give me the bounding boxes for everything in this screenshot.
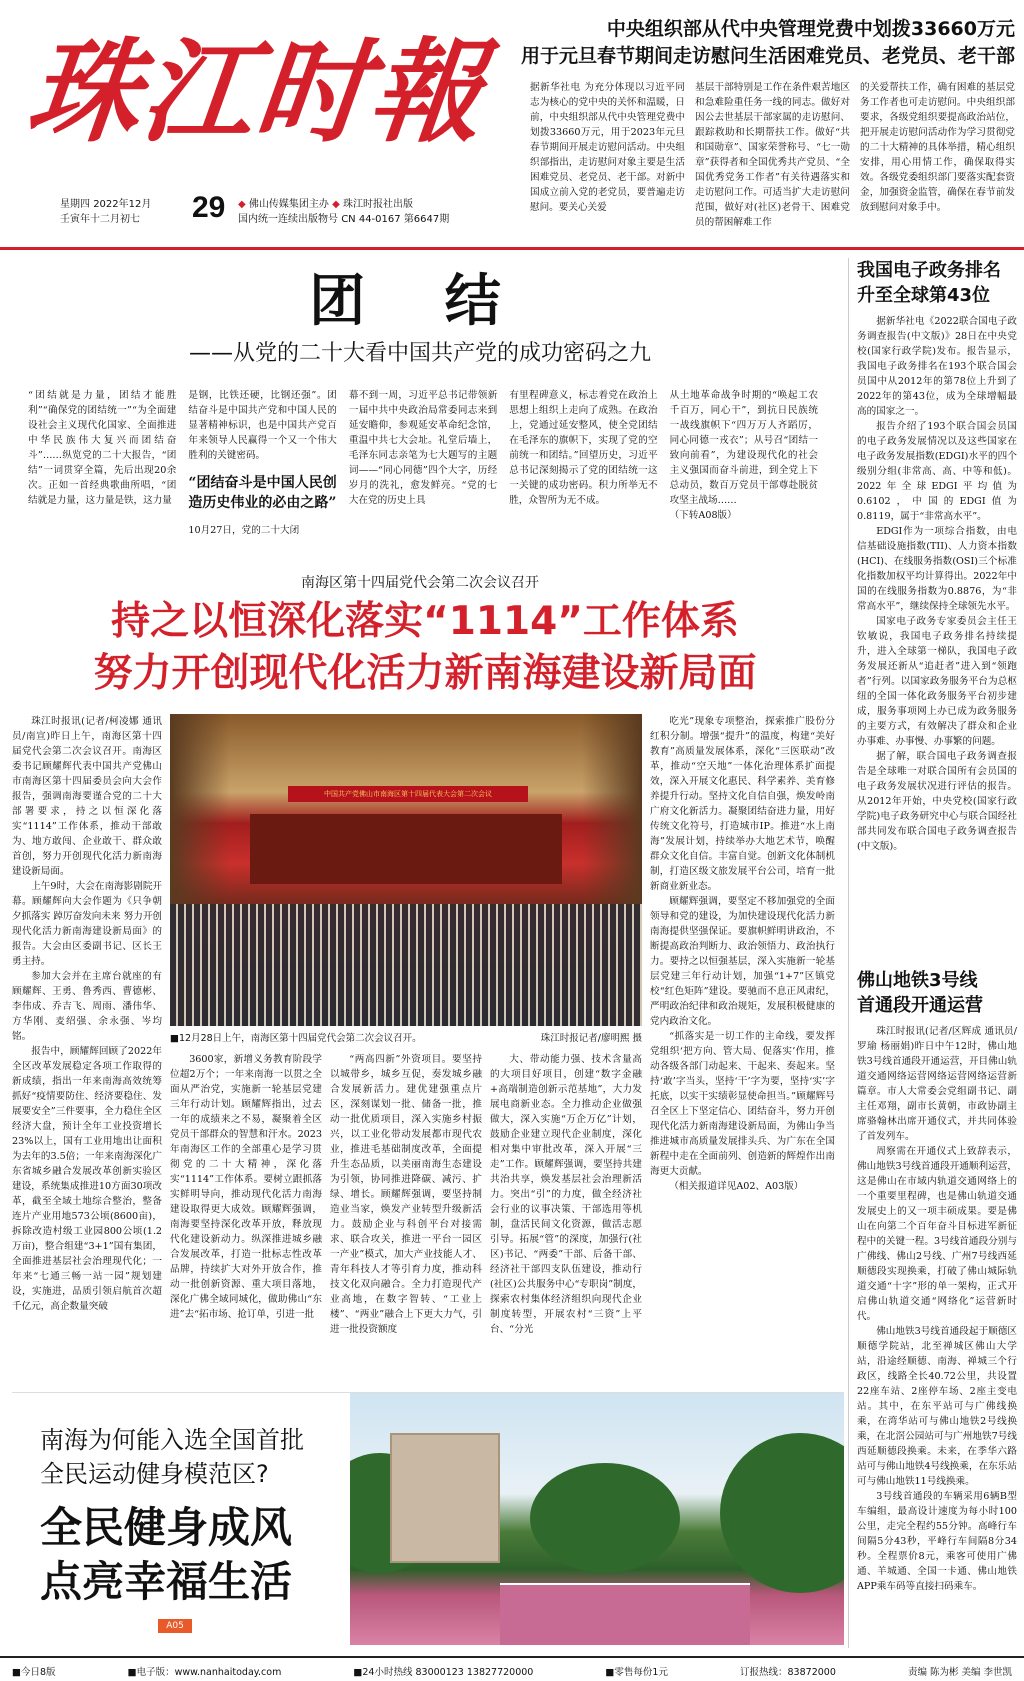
e-gov-p1: 据新华社电《2022联合国电子政务调查报告(中文版)》28日在中央党校(国家行政学院)发布。报告显示，我国电子政务排名在193个联合国会员国中从2012年的第78位上升到了2022年的第43位，成为全球增幅最高的国家之一。 [857, 316, 1017, 417]
issue-number: 第6647期 [403, 214, 450, 225]
nanhai-bottom-col-3: 大、带动能力强、技术含量高的大项目好项目，创建“数字金融+高端制造创新示范基地”，大力发展电商新业态。全力推动企业做强做大，深入实施“万企万亿”计划，鼓励企业建立现代企业制度，深化相对集中审批改革，深入开展“三走”工作。顾耀辉强调，要坚持共建共治共享，焕发基层社会治理新活力。突出“引”的力度，做全经济社会行业的议事决策、干部选用等机制，盘活民间文化资源，做活志愿引导。拓展“管”的深度，加强行(社区)书记、“两委”干部、后备干部、经济社干部四支队伍建设，推动行(社区)公共服务中心“专职岗”制度，探索农村集体经济组织向现代企业制度转型，开展农村“三资”上平台、“分光 [490, 1054, 642, 1335]
sponsor-icon: ◆ [238, 199, 246, 210]
unity-col-2 [188, 388, 336, 538]
promo-page-badge[interactable]: A05 [158, 1619, 192, 1633]
day-number: 29 [192, 191, 226, 224]
nanhai-right-p3: “抓落实是一切工作的主命线，要发挥党组织‘把方向、管大局、促落实’作用，推动各级各部门动起来、干起来、奏起来。坚持‘敢’字当头，坚持‘干’字为要，坚持‘实’字托底，以实干实绩彰显使命担当。”顾耀辉号召全区上下坚定信心、团结奋斗，努力开创现代化活力新南海建设新局面，为佛山争当推进城市高质量发展排头兵、为广东在全国新程中走在全面前列、创造新的辉煌作出南海更大贡献。 [650, 1031, 835, 1177]
top-story-body [530, 80, 1015, 240]
nanhai-bottom-col-2: “两高四新”外资项目。要坚持以城带乡，城乡互促，奏发城乡融合发展新活力。建优建强重点片区，深刻谋划一批、储备一批，推动一批优质项目，深入实施乡村振兴，以工业化带动发展都市现代农业，推进毛基础制度改革，全面提升生态品质，以美丽南海生态建设为引领，协同推进降碳、减污、扩绿、增长。顾耀辉强调，要坚持制造业当家，焕发产业转型升级新活力。鼓励企业与科创平台对接需求、联合攻关，推进一平台一园区一产业”模式，加大产业技能人才、青年科技人才等引育力度，推动科技文化双向融合。全力打造现代产业高地，在数字智转、“工业上楼”、“两业”融合上下更大力气，引进一批投资额度 [330, 1054, 482, 1335]
congress-photo [170, 714, 642, 1026]
nanhai-left-p4: 报告中，顾耀辉回顾了2022年全区改革发展稳定各项工作取得的新成绩，指出一年来南海高效统筹抓好“疫情要防住、经济要稳住、发展要安全”三件要事，全力稳住全区经济大盘，预计全年工业投资增长23%以上，国有工业用地出让面积为去年的3.5倍；一年来南海深化广东省城乡融合发展改革创新实验区建设，系统集成推进10方面30项改革，截至全域土地综合整治，整备连片产业用地573公顷(8600亩)，拆除改造村级工业园800公顷(1.2万亩)，整合组建“3+1”国有集团，全面推进基层社会治理现代化；一年来“七通三畅一站一园”规划建设，实施进，品质引领启航首次超千亿元，高企数量突破 [12, 1046, 162, 1312]
fitness-promo[interactable] [12, 1392, 844, 1644]
cn-number: CN 44-0167 [341, 214, 401, 225]
metro-p4: 3号线首通段的车辆采用6辆B型车编组，最高设计速度为每小时100公里，走完全程约55分钟。高峰行车间隔5分43秒，平峰行车间隔8分34秒。全程票价8元，乘客可使用广佛通、羊城通、全国一卡通、佛山地铁APP乘车码等直接扫码乘车。 [857, 1491, 1017, 1592]
top-story-col-2: 基层干部特别是工作在条件艰苦地区和急难险重任务一线的同志。做好对因公去世基层干部家属的走访慰问、跟踪救助和长期帮扶工作。做好“共和国勋章”、国家荣誉称号、“七一勋章”获得者和全国优秀共产党员、“全国优秀党务工作者”有关待遇落实和走访慰问工作。可适当扩大走访慰问范围，做好对(社区)老骨干、困难党员的帮困解难工作 [695, 82, 850, 228]
promo-question-2: 全民运动健身模范区? [40, 1460, 269, 1488]
metro-story [857, 968, 1017, 1648]
lunar-date: 壬寅年十二月初七 [60, 214, 140, 225]
e-gov-title-1: 我国电子政务排名 [857, 260, 1001, 281]
promo-headline [40, 1501, 360, 1609]
nanhai-bottom-col-1: 3600家，新增义务教育阶段学位超2万个；一年来南海一以贯之全面从严治党，实施新一轮基层党建三年行动计划。顾耀辉指出，过去一年的成绩来之不易，凝聚着全区党员干部群众的智慧和汗水。2023年南海区工作的全部重心是学习贯彻党的二十大精神，深化落实“1114”工作体系。要树立跟抓落实鲜明导向，推动现代化活力南海建设取得更大成效。顾耀辉强调，南海要坚持深化改革开放，释放现代化建设新动力。纵深推进城乡融合发展改革，打造一批标志性改革品牌，持续扩大对外开放合作，推动一批创新资源、重大项目落地，深化广佛全域同城化，做助佛山“东进”去“拓市场、抢订单，引进一批 [170, 1054, 322, 1320]
top-story-headline [510, 16, 1015, 70]
promo-photo [350, 1393, 844, 1645]
metro-p1: 珠江时报讯(记者/区辉成 通讯员/罗瑜 杨丽娟)昨日中午12时，佛山地铁3号线首通段开通运营，开目佛山轨道交通网络运营网络运营网络运营新篇章。市人大常委会党组副书记、副主任邓翔，副市长黄朝，市政协副主席骆翰林出席开通仪式，并共同体验了首发列车。 [857, 1026, 1017, 1142]
top-story-col-1: 据新华社电 为充分体现以习近平同志为核心的党中央的关怀和温暖，日前，中央组织部从代中央管理党费中划拨33660万元，用于2023年元旦春节期间开展走访慰问活动。中央组织部指出，走访慰问对象主要是生活困难党员、老党员、老干部。对新中国成立前入党的老党员，要普遍走访慰问。要关心关爱 [530, 82, 685, 213]
photo-caption [170, 1030, 642, 1044]
footer-subscribe: 订报热线：83872000 [740, 1667, 836, 1678]
unity-col-3: 幕不到一周，习近平总书记带领新一届中共中央政治局常委同志来到延安瞻仰，参观延安革命纪念馆，重温中共七大会址。礼堂后墙上，毛泽东同志亲笔为七大题写的主题词——“同心同德”四个大字，历经岁月的洗礼，愈发鲜亮。“党的七大在党的历史上具 [348, 390, 498, 506]
metro-p2: 周察需在开通仪式上致辞表示，佛山地铁3号线首通段开通顺利运营，这是佛山在市域内轨道交通网络上的一个重要里程碑，也是佛山轨道交通发展史上的又一项丰硕成果。要是佛山在向第二个百年奋斗目标进军新征程中的关键一程。3号线首通段分别与广佛线、佛山2号线、广州7号线西延顺德段实现换乘，打破了佛山城际轨道交通“十字”形的单一架构，正式开启佛山轨道交通“网络化”运营新时代。 [857, 1146, 1017, 1322]
basketball-court [500, 1583, 750, 1645]
tree-shape [720, 1433, 844, 1593]
footer [0, 1656, 1024, 1681]
nanhai-right-p2: 顾耀辉强调，要坚定不移加强党的全面领导和党的建设，为加快建设现代化活力新南海提供坚强保证。要旗帜鲜明讲政治，不断提高政治判断力、政治领悟力、政治执行力。要持之以恒强基层，深入实施新一轮基层党建三年行动计划，加强“1+7”区镇党校“红色矩阵”建设。要驰而不息正风肃纪，严明政治纪律和政治规矩，发展积极健康的党内政治文化。 [650, 896, 835, 1027]
unity-col-1: “团结就是力量，团结才能胜利”“确保党的团结统一”“为全面建设社会主义现代化国家、全面推进中华民族伟大复兴而团结奋斗”……纵览党的二十大报告，“团结”一词贯穿全篇，先后出现20余次。正如一首经典歌曲所唱，“团结就是力量，这力量是铁，这力量 [28, 390, 177, 506]
metro-p3: 佛山地铁3号线首通段起于顺德区顺德学院站，北至禅城区佛山大学站，沿途经顺德、南海、禅城三个行政区，线路全长40.72公里，共设置22座车站、2座停车场、2座主变电站。其中，在东平站可与广佛线换乘，在湾华站可与佛山地铁2号线换乘，在北滘公园站可与广州地铁7号线西延顺德段换乘。未来，在季华六路站可与佛山地铁4号线换乘，在东乐站可与佛山地铁11号线换乘。 [857, 1326, 1017, 1487]
nanhai-left-p1: 珠江时报讯(记者/柯凌娜 通讯员/南宣)昨日上午，南海区第十四届党代会第二次会议召开。南海区委书记顾耀辉代表中国共产党佛山市南海区第十四届委员会向大会作报告，强调南海要谨合党的二十大部署要求，持之以恒深化落实“1114”工作体系，推动干部敢为、地方敢闯、企业敢干、群众敢首创，努力开创现代化活力新南海建设新局面。 [12, 716, 162, 877]
publisher: 珠江时报社出版 [342, 199, 413, 210]
promo-headline-2: 点亮幸福生活 [40, 1557, 293, 1606]
sidebar [848, 258, 1016, 1648]
nanhai-headline-1: 持之以恒深化落实“1114”工作体系 [111, 599, 739, 644]
e-gov-p5: 据了解，联合国电子政务调查报告是全球唯一对联合国所有会员国的电子政务发展状况进行评估的报告。从2012年开始，中央党校(国家行政学院)电子政务研究中心与联合国经社部共同发布联合国电子政务调查报告(中文版)。 [857, 751, 1017, 852]
nanhai-left-column [12, 714, 162, 1374]
headline-line-2: 用于元旦春节期间走访慰问生活困难党员、老党员、老干部 [520, 45, 1015, 67]
e-gov-p2: 报告介绍了193个联合国会员国的电子政务发展情况以及这些国家在电子政务发展指数(EDGI)水平的四个级别分组(非常高、高、中等和低)。2022年全球EDGI平均值为0.6102，中国的EDGI值为0.8119，属于“非常高水平”。 [857, 421, 1017, 522]
metro-title-1: 佛山地铁3号线 [857, 970, 978, 991]
unity-col-5-text: 从土地革命战争时期的“唤起工农千百万，同心干”，到抗日民族统一战线旗帜下“四万万人齐蹈厉，同心同德一戎衣”；从号召“团结一致向前看”，为建设现代化的社会主义强国而奋斗前进，到全党上下总动员，数百万党员干部尊赴脱贫攻坚主战场…… [669, 390, 819, 506]
nanhai-headline [15, 596, 835, 700]
footer-website[interactable]: ■电子版：www.nanhaitoday.com [127, 1667, 282, 1678]
unity-body [28, 388, 818, 538]
promo-question-1: 南海为何能入选全国首批 [40, 1426, 304, 1454]
unity-col-2-text: 是钢，比铁还硬，比钢还强”。团结奋斗是中国共产党和中国人民的显著精神标识，也是中国共产党百年来领导人民赢得一个又一个伟大胜利的关键密码。 [188, 390, 337, 461]
unity-subtitle: ——从党的二十大看中国共产党的成功密码之九 [188, 341, 651, 366]
photo-audience [170, 904, 642, 1026]
unity-col-2-tail: 10月27日，党的二十大闭 [188, 525, 300, 536]
weekday: 星期四 [60, 199, 90, 210]
masthead [0, 0, 1024, 250]
sponsor: 佛山传媒集团主办 [248, 199, 329, 210]
e-gov-title-2: 升至全球第43位 [857, 285, 991, 306]
unity-col-4: 有里程碑意义，标志着党在政治上思想上组织上走向了成熟。在政治上，党通过延安整风，使全党团结在毛泽东的旗帜下，实现了党的空前统一和团结。”回望历史，习近平总书记深刻揭示了党的团结统一这一关键的成功密码。积力所举无不胜，众智所为无不成。 [509, 390, 658, 506]
nanhai-kicker: 南海区第十四届党代会第二次会议召开 [301, 575, 539, 591]
metro-title [857, 968, 1017, 1018]
nanhai-related-link[interactable]: （相关报道详见A02、A03版） [669, 1181, 804, 1192]
date: 2022年12月 [93, 199, 152, 210]
congress-banner: 中国共产党佛山市南海区第十四届代表大会第二次会议 [288, 786, 528, 802]
unity-jump-link[interactable]: （下转A08版） [669, 510, 737, 521]
nanhai-bottom-columns [170, 1052, 642, 1374]
dateline [60, 191, 500, 235]
e-gov-story [857, 258, 1017, 958]
nanhai-right-column [650, 714, 835, 1374]
e-gov-p4: 国家电子政务专家委员会主任王钦敏说，我国电子政务排名持续提升，进入全球第一梯队，我国电子政务发展还新从“追赶者”进入到“领跑者”行列。以国家政务服务平台为总枢纽的全国一体化政务服务平台初步建成，服务事项网上办已成为政务服务的主要方式，有效解决了群众和企业办事难、办事慢、办事繁的问题。 [857, 616, 1017, 747]
publisher-block [238, 197, 498, 227]
unity-title: 团 结 [309, 269, 531, 334]
metro-title-2: 首通段开通运营 [857, 995, 983, 1016]
headline-line-1: 中央组织部从代中央管理党费中划拨33660万元 [606, 18, 1015, 40]
nanhai-headline-2: 努力开创现代化活力新南海建设新局面 [93, 651, 757, 696]
cn-label: 国内统一连续出版物号 [238, 214, 338, 225]
masthead-divider [0, 247, 1024, 250]
e-gov-p3: EDGI作为一项综合指数，由电信基础设施指数(TII)、人力资本指数(HCI)、在线服务指数(OSI)三个标准化指数加权平均计算得出。2022年中国的在线服务指数为0.8876，为“非常高水平”，继续保持全球领先水平。 [857, 526, 1017, 612]
nanhai-right-p1: 吃光”现象专项整治，探索推广股份分红积分制。增强“提升”的温度，构建“美好教育”高质量发展体系，深化“三医联动”改革，推动“空天地”一体化治理体系扩面提效，深入开展文化惠民、科学素养、美育修养提升行动。坚持文化自信自强，焕发岭南广府文化新活力。凝聚团结奋进力量，用好传统文化符号，打造城市IP。推进“水上南海”发展计划，持续举办大地艺术节，唤醒群众文化自信。丰富自觉。创新文化体制机制，打造区级文旅发展平台公司，培育一批新商业新业态。 [650, 716, 835, 892]
footer-editors: 责编 陈为彬 美编 李世凯 [907, 1667, 1012, 1678]
newspaper-logo: 珠江时報 [21, 27, 491, 158]
tree-shape [530, 1463, 680, 1573]
promo-headline-1: 全民健身成风 [40, 1503, 293, 1552]
footer-hotline: ■24小时热线 83000123 13827720000 [353, 1667, 534, 1678]
photo-stage [250, 814, 562, 884]
photo-credit: 珠江时报记者/廖明熙 摄 [540, 1033, 642, 1044]
caption-text: ■12月28日上午，南海区第十四届党代会第二次会议召开。 [170, 1033, 422, 1044]
footer-price: ■零售每份1元 [605, 1667, 668, 1678]
promo-question [40, 1423, 360, 1491]
unity-col-5 [670, 388, 818, 538]
footer-pages: ■今日8版 [12, 1667, 56, 1678]
unity-pull-quote: “团结奋斗是中国人民创造历史伟业的必由之路” [188, 475, 337, 511]
top-story-col-3: 的关爱帮扶工作，确有困难的基层党务工作者也可走访慰问。中央组织部要求，各级党组织要提高政治站位，把开展走访慰问活动作为学习贯彻党的二十大精神的具体举措，精心组织安排，用心用情工作，确保取得实效。各级党委组织部门要落实配套资金，加强资金监管，确保在春节前发放到慰问对象手中。 [860, 82, 1015, 213]
unity-article [20, 270, 820, 540]
nanhai-left-p3: 参加大会并在主席台就座的有顾耀辉、王勇、鲁秀西、曹德彬、李伟成、乔吉飞、周雨、潘伟华、方华刚、麦绍强、余永强、岑均铭。 [12, 971, 162, 1042]
building-shape [390, 1433, 500, 1563]
publisher-icon: ◆ [332, 199, 340, 210]
top-story [510, 16, 1015, 244]
nanhai-left-p2: 上午9时，大会在南海影剧院开幕。顾耀辉向大会作题为《只争朝夕抓落实 踔厉奋发向未来 努力开创现代化活力新南海建设新局面》的报告。大会由区委副书记、区长王勇主持。 [12, 881, 162, 967]
date-block [60, 197, 190, 227]
e-gov-title [857, 258, 1017, 308]
